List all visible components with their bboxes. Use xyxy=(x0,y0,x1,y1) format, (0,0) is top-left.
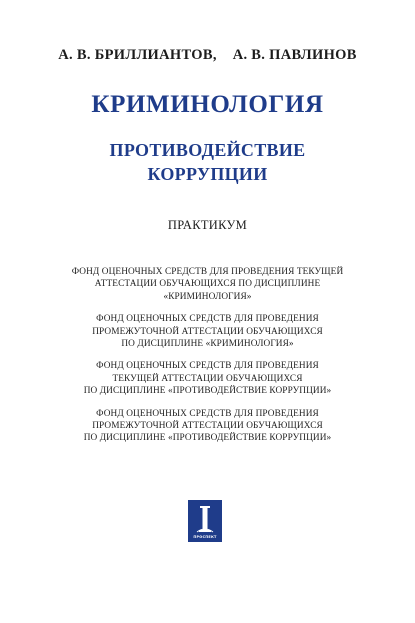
fund-line: ТЕКУЩЕЙ АТТЕСТАЦИИ ОБУЧАЮЩИХСЯ xyxy=(112,373,303,384)
fund-line: «КРИМИНОЛОГИЯ» xyxy=(163,291,252,302)
publisher-name: ПРОСПЕКТ xyxy=(193,535,217,539)
publisher-logo xyxy=(188,500,222,542)
fund-block-3 xyxy=(30,360,385,397)
document-type: ПРАКТИКУМ xyxy=(167,218,248,232)
fund-block-1 xyxy=(30,266,385,303)
fund-line: АТТЕСТАЦИИ ОБУЧАЮЩИХСЯ ПО ДИСЦИПЛИНЕ xyxy=(94,279,321,290)
fund-line: ФОНД ОЦЕНОЧНЫХ СРЕДСТВ ДЛЯ ПРОВЕДЕНИЯ xyxy=(96,314,319,325)
book-subtitle xyxy=(0,138,415,186)
authors-line xyxy=(0,47,415,64)
fund-line: ПРОМЕЖУТОЧНОЙ АТТЕСТАЦИИ ОБУЧАЮЩИХСЯ xyxy=(92,421,323,432)
fund-line: ФОНД ОЦЕНОЧНЫХ СРЕДСТВ ДЛЯ ПРОВЕДЕНИЯ ТЕКУЩЕЙ xyxy=(71,267,344,277)
fund-line: ПРОМЕЖУТОЧНОЙ АТТЕСТАЦИИ ОБУЧАЮЩИХСЯ xyxy=(92,326,323,337)
subtitle-line-1: ПРОТИВОДЕЙСТВИЕ xyxy=(109,140,306,160)
fund-line: ПО ДИСЦИПЛИНЕ «КРИМИНОЛОГИЯ» xyxy=(121,339,294,350)
book-title: КРИМИНОЛОГИЯ xyxy=(91,91,324,118)
fund-line: ПО ДИСЦИПЛИНЕ «ПРОТИВОДЕЙСТВИЕ КОРРУПЦИИ» xyxy=(83,386,332,397)
subtitle-line-2: КОРРУПЦИИ xyxy=(147,164,268,184)
fund-block-2 xyxy=(30,313,385,350)
fund-line: ФОНД ОЦЕНОЧНЫХ СРЕДСТВ ДЛЯ ПРОВЕДЕНИЯ xyxy=(96,408,319,419)
fund-list xyxy=(30,266,385,455)
fund-block-4 xyxy=(30,408,385,445)
fund-line: ФОНД ОЦЕНОЧНЫХ СРЕДСТВ ДЛЯ ПРОВЕДЕНИЯ xyxy=(96,361,319,372)
fund-line: ПО ДИСЦИПЛИНЕ «ПРОТИВОДЕЙСТВИЕ КОРРУПЦИИ» xyxy=(83,433,332,444)
author-1: А. В. БРИЛЛИАНТОВ, xyxy=(58,47,217,63)
author-2: А. В. ПАВЛИНОВ xyxy=(232,47,357,63)
